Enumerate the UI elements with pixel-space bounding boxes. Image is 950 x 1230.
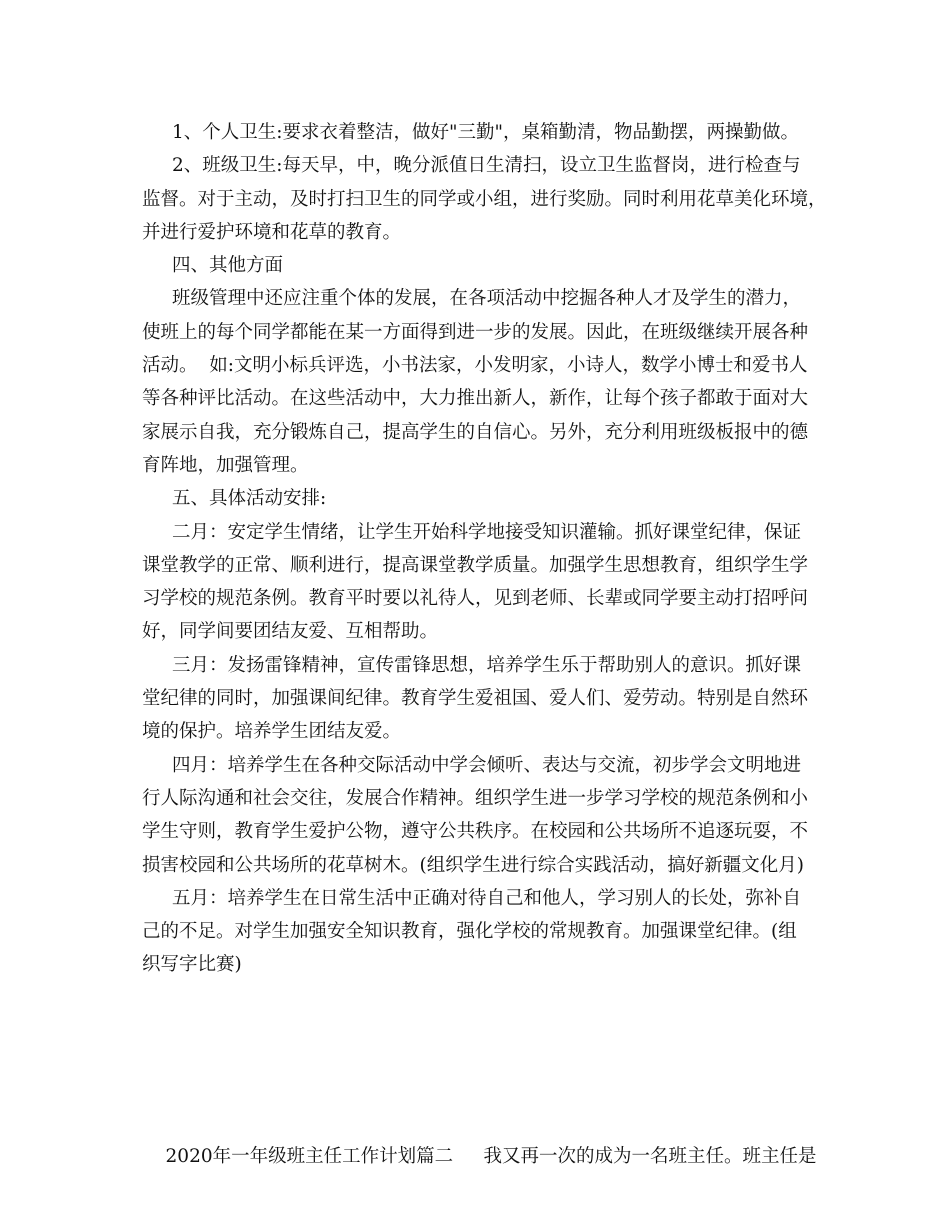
section-heading: 五、具体活动安排: (172, 488, 327, 510)
paragraph-line: 二月：安定学生情绪，让学生开始科学地接受知识灌输。抓好课堂纪律，保证 (172, 521, 802, 543)
paragraph-line: 课堂教学的正常、顺利进行，提高课堂教学质量。加强学生思想教育，组织学生学 (142, 554, 809, 576)
paragraph-line: 四月：培养学生在各种交际活动中学会倾听、表达与交流，初步学会文明地进 (172, 754, 802, 776)
paragraph-line: 习学校的规范条例。教育平时要以礼待人，见到老师、长辈或同学要主动打招呼问 (142, 588, 809, 610)
paragraph-line: 活动。 如:文明小标兵评选，小书法家，小发明家，小诗人，数学小博士和爱书人 (142, 355, 808, 377)
paragraph-line: 1、个人卫生:要求衣着整洁，做好"三勤"，桌箱勤清，物品勤摆，两操勤做。 (172, 122, 800, 143)
next-section-text: 我又再一次的成为一名班主任。班主任是 (483, 1146, 817, 1167)
paragraph-line: 己的不足。对学生加强安全知识教育，强化学校的常规教育。加强课堂纪律。(组 (142, 921, 797, 943)
paragraph-line: 损害校园和公共场所的花草树木。(组织学生进行综合实践活动，搞好新疆文化月) (142, 854, 804, 876)
paragraph-line: 织写字比赛) (142, 954, 242, 976)
paragraph-line: 育阵地，加强管理。 (142, 454, 309, 476)
next-section-title: 2020年一年级班主任工作计划篇二 (165, 1146, 454, 1167)
paragraph-line: 境的保护。培养学生团结友爱。 (142, 721, 402, 743)
paragraph-line: 五月：培养学生在日常生活中正确对待自己和他人，学习别人的长处，弥补自 (172, 887, 802, 909)
paragraph-line: 家展示自我，充分锻炼自己，提高学生的自信心。另外，充分利用班级板报中的德 (142, 421, 809, 443)
paragraph-line: 使班上的每个同学都能在某一方面得到进一步的发展。因此，在班级继续开展各种 (142, 321, 809, 343)
paragraph-line: 等各种评比活动。在这些活动中，大力推出新人，新作，让每个孩子都敢于面对大 (142, 388, 809, 410)
paragraph-line: 并进行爱护环境和花草的教育。 (142, 221, 402, 243)
paragraph-line: 监督。对于主动，及时打扫卫生的同学或小组，进行奖励。同时利用花草美化环境， (142, 188, 827, 210)
paragraph-line: 堂纪律的同时，加强课间纪律。教育学生爱祖国、爱人们、爱劳动。特别是自然环 (142, 688, 809, 710)
paragraph-line: 好，同学间要团结友爱、互相帮助。 (142, 621, 439, 643)
paragraph-line: 三月：发扬雷锋精神，宣传雷锋思想，培养学生乐于帮助别人的意识。抓好课 (172, 654, 802, 676)
next-section-line (142, 1106, 822, 1167)
document-body (142, 116, 827, 982)
section-heading: 四、其他方面 (172, 255, 284, 277)
paragraph-line: 2、班级卫生:每天早，中，晚分派值日生清扫，设立卫生监督岗，进行检查与 (172, 155, 801, 177)
paragraph-line: 学生守则，教育学生爱护公物，遵守公共秩序。在校园和公共场所不追逐玩耍，不 (142, 821, 809, 843)
paragraph-line: 行人际沟通和社会交往，发展合作精神。组织学生进一步学习学校的规范条例和小 (142, 787, 809, 809)
paragraph-line: 班级管理中还应注重个体的发展，在各项活动中挖掘各种人才及学生的潜力， (172, 288, 802, 310)
